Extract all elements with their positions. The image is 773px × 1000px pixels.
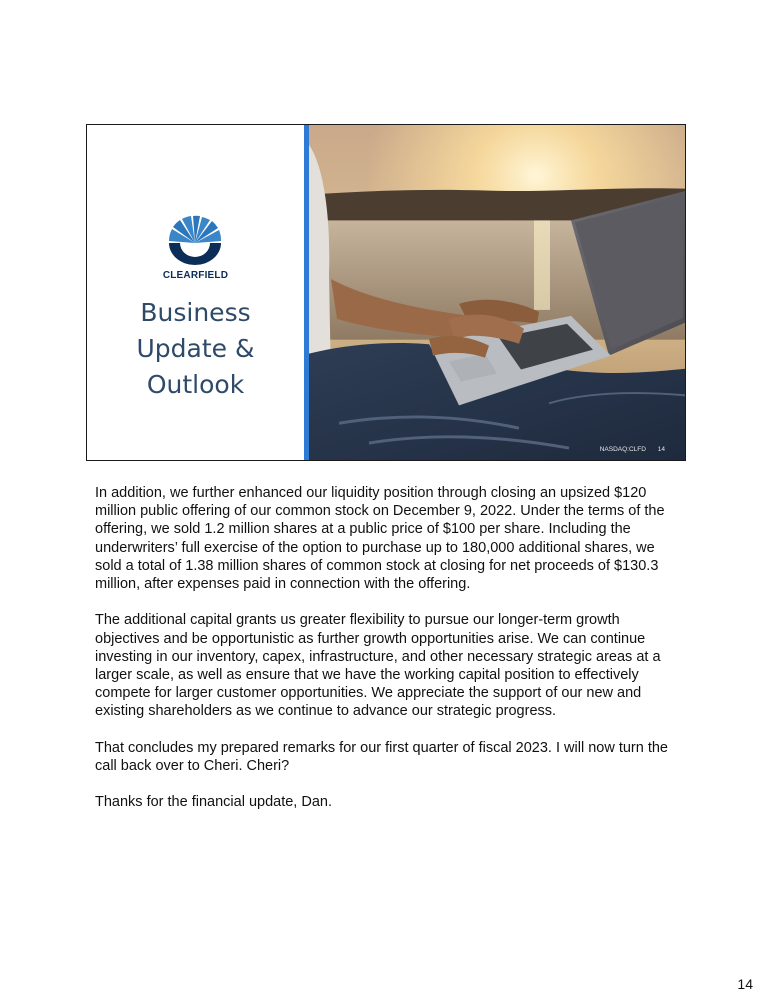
clearfield-logo-icon	[166, 213, 224, 269]
paragraph: In addition, we further enhanced our liquidity position through closing an upsized $120 million public offering of our common stock on December 9, 2022. Under the terms of the offering, we sold 1.2 million shares at a public price of $100 per share. Including the underwriters’ full exercise of the option to purchase up to 180,000 additional shares, we sold a total of 1.38 million shares of common stock at closing for net proceeds of $130.3 million, after expenses paid in connection with the offering.	[95, 485, 665, 593]
slide-image	[86, 124, 686, 461]
paragraph: The additional capital grants us greater flexibility to pursue our longer-term growth objectives and be opportunistic as further growth opportunities arise. We can continue investing in our inventory, capex, infrastructure, and other necessary strategic areas at a larger scale, as well as ensure that we have the working capital position to effectively compete for larger customer opportunities. We appreciate the support of our new and existing shareholders as we continue to advance our strategic progress.	[95, 612, 661, 720]
logo-wordmark: CLEARFIELD	[162, 270, 229, 281]
transcript-body	[95, 484, 685, 830]
page-number: 14	[737, 976, 753, 992]
paragraph: Thanks for the financial update, Dan.	[95, 794, 332, 811]
slide-left-panel	[87, 125, 304, 460]
slide-footer	[600, 446, 665, 453]
ticker-label: NASDAQ:CLFD	[599, 446, 646, 453]
slide-number: 14	[657, 446, 665, 453]
slide-title	[87, 295, 304, 403]
slide-title-line: Update &	[136, 334, 255, 363]
laptop-sunset-photo	[309, 125, 686, 460]
paragraph: That concludes my prepared remarks for our first quarter of fiscal 2023. I will now turn the call back over to Cheri. Cheri?	[95, 739, 668, 775]
slide-title-line: Outlook	[146, 370, 245, 399]
slide-title-line: Business	[140, 298, 251, 327]
